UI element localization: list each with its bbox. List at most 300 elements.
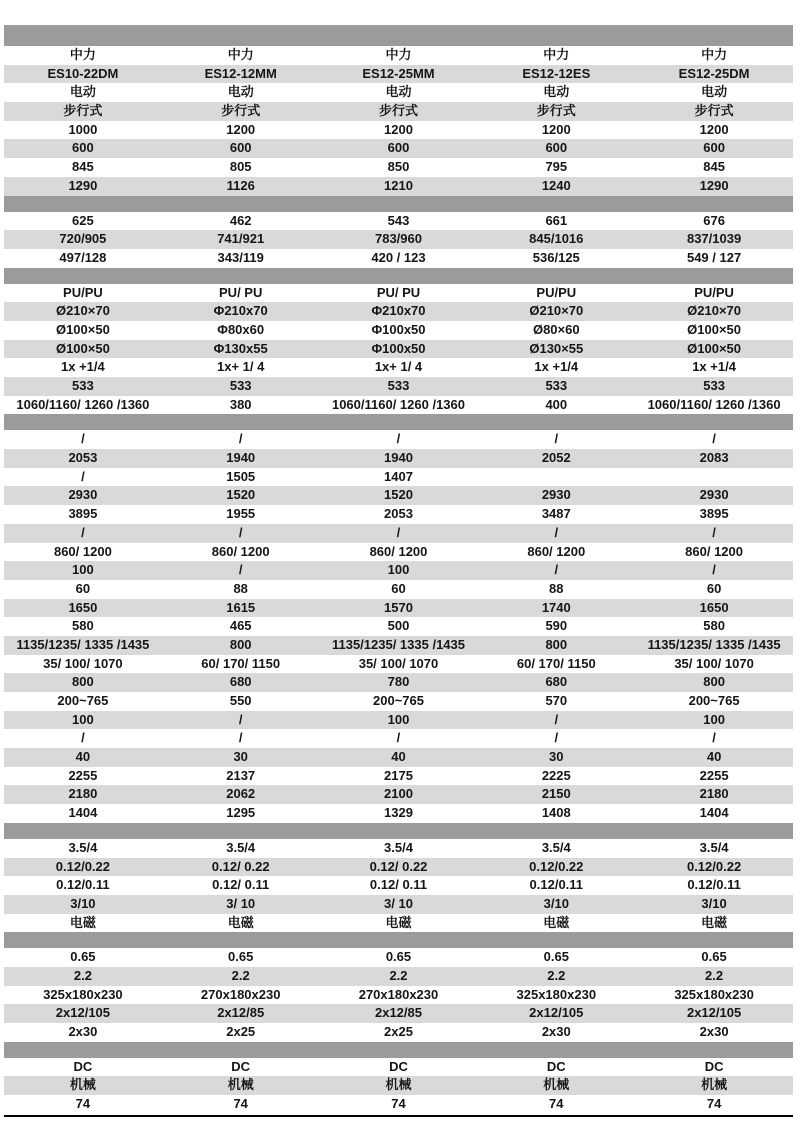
table-cell: 机械 [385, 1077, 412, 1093]
table-cell: 2x25 [226, 1024, 256, 1039]
table-cell: 1505 [226, 468, 256, 484]
table-cell: 1200 [384, 121, 413, 137]
table-cell: 600 [387, 140, 410, 156]
table-cell: 2x12/105 [686, 1005, 742, 1021]
table-row [4, 430, 793, 449]
table-cell: / [712, 730, 716, 746]
table-cell: 电磁 [543, 914, 570, 930]
table-cell: Φ100x50 [371, 340, 426, 356]
table-cell: 0.12/0.22 [686, 858, 742, 874]
table-cell: 845 [703, 159, 725, 175]
table-cell: 500 [387, 618, 410, 634]
table-cell: DC [704, 1058, 724, 1074]
table-cell: / [554, 524, 559, 540]
table-cell: ES12-12MM [204, 65, 277, 81]
table-cell: / [554, 431, 559, 447]
table-row [4, 139, 793, 158]
table-cell: 74 [233, 1096, 248, 1112]
table-cell: Φ130x55 [213, 340, 268, 356]
table-cell: 2.2 [73, 967, 92, 983]
table-cell: 2.2 [547, 967, 566, 983]
table-cell: 2930 [699, 487, 729, 503]
table-cell: / [238, 711, 243, 727]
table-cell: Φ100x50 [371, 321, 426, 337]
table-row [4, 321, 793, 340]
table-cell: 800 [72, 674, 94, 690]
table-cell: 800 [545, 636, 568, 652]
table-cell: 1290 [68, 177, 98, 193]
table-cell: 860/ 1200 [685, 543, 743, 559]
table-cell: 100 [703, 711, 725, 727]
table-cell: 1520 [226, 487, 256, 503]
table-cell: 2100 [384, 786, 413, 802]
table-cell: 35/ 100/ 1070 [674, 655, 754, 671]
table-cell: 270x180x230 [200, 986, 281, 1002]
table-cell: 1000 [68, 121, 98, 137]
table-row [4, 46, 793, 65]
table-cell: 860/ 1200 [211, 543, 270, 559]
table-cell: 电磁 [701, 914, 728, 930]
table-cell: 1240 [541, 177, 571, 193]
table-cell: 845/1016 [529, 231, 584, 247]
table-cell: 533 [72, 378, 94, 393]
table-cell: 60 [706, 580, 722, 596]
table-cell: Φ80x60 [217, 321, 265, 337]
table-cell: 533 [387, 378, 410, 393]
table-row [4, 543, 793, 562]
table-cell: 3.5/4 [541, 839, 571, 855]
table-cell: 35/ 100/ 1070 [43, 655, 123, 671]
table-cell: 1200 [699, 121, 729, 137]
table-cell: / [396, 431, 401, 447]
table-cell: 2175 [384, 767, 413, 783]
table-cell: 电动 [227, 84, 254, 100]
table-cell: 2x30 [541, 1024, 571, 1039]
table-cell: 2053 [384, 506, 413, 522]
table-cell: 1210 [384, 177, 413, 193]
table-cell: 0.12/ 0.11 [369, 877, 428, 893]
table-cell: 1520 [384, 487, 413, 503]
table-row [4, 396, 793, 415]
section-separator-bar [4, 823, 793, 839]
table-cell: 1060/1160/ 1260 /1360 [331, 396, 465, 412]
table-cell: 1404 [699, 805, 729, 821]
table-cell: 电动 [543, 84, 570, 100]
table-cell: 2x25 [384, 1024, 413, 1039]
table-cell: 465 [229, 618, 252, 634]
table-cell: 2930 [541, 487, 571, 503]
table-cell: 电磁 [227, 914, 254, 930]
table-cell: 1404 [68, 805, 98, 821]
table-cell: 2.2 [705, 967, 724, 983]
table-cell: 1135/1235/ 1335 /1435 [647, 636, 781, 652]
table-cell: Ø210×70 [55, 303, 110, 319]
table-cell: 40 [75, 749, 91, 765]
table-cell: / [396, 730, 401, 746]
table-cell: 420 / 123 [371, 249, 426, 265]
table-cell: 电动 [385, 84, 412, 100]
table-cell: / [554, 730, 559, 746]
table-cell: 2930 [68, 487, 98, 503]
table-cell: 3/ 10 [226, 895, 256, 911]
table-cell: 1135/1235/ 1335 /1435 [331, 636, 465, 652]
table-cell: 60/ 170/ 1150 [201, 655, 281, 671]
table-row [4, 284, 793, 303]
table-row [4, 358, 793, 377]
table-row [4, 177, 793, 196]
table-cell: 88 [549, 580, 564, 596]
table-cell: Φ210x70 [371, 303, 426, 319]
table-cell: 88 [233, 580, 248, 596]
table-cell: 1200 [541, 121, 571, 137]
table-row [4, 785, 793, 804]
table-cell: 625 [72, 212, 94, 228]
table-cell: 805 [229, 159, 252, 175]
table-cell: Ø100×50 [55, 340, 110, 356]
table-cell: PU/ PU [219, 284, 263, 300]
table-cell: 837/1039 [686, 231, 742, 247]
table-row [4, 711, 793, 730]
table-cell: DC [73, 1058, 93, 1074]
table-cell: 380 [229, 396, 252, 412]
table-cell: 40 [391, 749, 406, 765]
table-cell: 60 [391, 580, 406, 596]
table-cell: 590 [545, 618, 568, 634]
table-cell: 600 [545, 140, 568, 156]
table-row [4, 986, 793, 1005]
table-cell: 3.5/4 [699, 839, 729, 855]
table-row [4, 804, 793, 823]
table-cell: DC [546, 1058, 566, 1074]
table-cell: 1126 [226, 177, 255, 193]
table-cell: 2062 [226, 786, 256, 802]
table-row [4, 449, 793, 468]
section-separator-bar [4, 414, 793, 430]
table-cell: 580 [703, 618, 725, 634]
table-cell: Ø80×60 [532, 321, 580, 337]
table-cell: 3/ 10 [384, 895, 413, 911]
table-cell: 325x180x230 [516, 986, 597, 1002]
section-separator-bar [4, 196, 793, 212]
table-cell: 步行式 [63, 103, 103, 119]
table-cell: 2180 [68, 786, 98, 802]
table-cell: 中力 [69, 47, 96, 62]
table-cell: 1295 [226, 805, 256, 821]
table-cell: 步行式 [694, 103, 734, 119]
table-cell: 步行式 [536, 103, 576, 119]
table-cell: 1740 [541, 599, 571, 615]
table-row [4, 1058, 793, 1077]
table-cell: 0.65 [385, 949, 412, 965]
table-cell: 0.65 [543, 949, 569, 965]
table-row [4, 636, 793, 655]
table-cell: 2.2 [231, 967, 250, 983]
table-cell: 0.12/ 0.22 [211, 858, 270, 874]
table-cell: 343/119 [217, 249, 264, 265]
table-cell: 680 [229, 674, 252, 690]
table-cell: 机械 [543, 1077, 570, 1093]
table-row [4, 858, 793, 877]
table-cell: 0.12/0.22 [55, 858, 110, 874]
table-cell: 2.2 [389, 967, 408, 983]
table-cell: 0.65 [228, 949, 254, 965]
table-cell: / [238, 730, 243, 746]
table-cell: 1290 [699, 177, 729, 193]
table-row [4, 729, 793, 748]
table-cell: / [238, 562, 243, 578]
table-cell: 74 [75, 1096, 91, 1112]
table-cell: 720/905 [59, 231, 107, 247]
table-cell: 0.12/0.11 [529, 877, 584, 893]
table-cell: 783/960 [374, 231, 422, 247]
table-cell: 电动 [69, 84, 96, 100]
table-row [4, 1023, 793, 1042]
table-cell: 100 [72, 711, 94, 727]
table-row [4, 767, 793, 786]
table-row [4, 599, 793, 618]
table-cell: 1x+ 1/ 4 [217, 359, 265, 375]
table-row [4, 1076, 793, 1095]
table-cell: PU/PU [536, 284, 577, 300]
table-cell: 电磁 [385, 914, 412, 930]
table-cell: 3487 [541, 506, 571, 522]
table-cell: 40 [706, 749, 722, 765]
table-cell: 3.5/4 [384, 839, 413, 855]
table-cell: 0.12/0.11 [56, 877, 110, 893]
table-cell: 30 [233, 749, 248, 765]
section-separator-bar [4, 1042, 793, 1058]
section-separator-bar [4, 25, 793, 46]
table-row [4, 486, 793, 505]
table-cell: 600 [703, 140, 725, 156]
table-cell: 0.12/0.11 [687, 877, 741, 893]
table-cell: 0.65 [701, 949, 727, 965]
table-cell: / [554, 562, 559, 578]
table-cell: ES12-25DM [678, 65, 750, 81]
table-row [4, 914, 793, 933]
table-cell: Ø210×70 [529, 303, 584, 319]
table-cell: 1x +1/4 [61, 359, 105, 375]
table-cell: 1650 [68, 599, 98, 615]
spec-table [4, 25, 793, 1117]
table-cell: 845 [72, 159, 94, 175]
table-row [4, 212, 793, 231]
table-cell: 580 [72, 618, 94, 634]
table-cell: 2x12/105 [529, 1005, 584, 1021]
table-cell: 543 [387, 212, 410, 228]
table-cell: 2x12/105 [55, 1005, 111, 1021]
table-cell: 机械 [227, 1077, 254, 1093]
table-cell: 100 [72, 562, 94, 578]
table-cell: 1615 [226, 599, 256, 615]
table-cell: ES10-22DM [47, 65, 119, 81]
table-cell: PU/PU [694, 284, 734, 300]
table-row [4, 1004, 793, 1023]
table-cell: / [81, 431, 85, 447]
table-cell: Ø210×70 [687, 303, 742, 319]
table-cell: 74 [549, 1096, 564, 1112]
table-cell: ES12-25MM [362, 65, 435, 81]
table-cell: 3/10 [543, 895, 569, 911]
table-cell: 电磁 [69, 914, 96, 930]
table-row [4, 673, 793, 692]
table-cell: 600 [72, 140, 94, 156]
table-row [4, 65, 793, 84]
table-row [4, 377, 793, 396]
table-row [4, 468, 793, 487]
table-cell: 661 [545, 212, 568, 228]
table-cell: 1955 [226, 506, 256, 522]
table-cell: 0.65 [70, 949, 96, 965]
table-cell: 电动 [701, 84, 728, 100]
table-cell: 1329 [384, 805, 413, 821]
table-cell: 2150 [541, 786, 571, 802]
table-cell: 2255 [699, 767, 729, 783]
table-cell: 1940 [384, 450, 413, 466]
table-row [4, 561, 793, 580]
table-row [4, 524, 793, 543]
table-cell: 74 [391, 1096, 406, 1112]
table-cell: 800 [229, 636, 252, 652]
table-cell: 1940 [226, 450, 256, 466]
table-cell: 536/125 [532, 249, 580, 265]
table-cell: 200~765 [688, 693, 740, 708]
table-row [4, 839, 793, 858]
table-cell: 1200 [226, 121, 256, 137]
table-cell: / [238, 431, 243, 447]
table-cell: 2x30 [699, 1024, 729, 1039]
table-cell: 2x30 [68, 1024, 98, 1039]
table-cell: 200~765 [373, 693, 424, 708]
table-cell: 2052 [541, 450, 571, 466]
table-cell: 2137 [226, 767, 256, 783]
table-cell: 3895 [699, 506, 729, 522]
table-cell: 60/ 170/ 1150 [516, 655, 596, 671]
section-separator-bar [4, 932, 793, 948]
table-row [4, 230, 793, 249]
table-row [4, 102, 793, 121]
table-cell: 533 [229, 378, 252, 393]
table-cell: 步行式 [221, 103, 261, 119]
table-cell: 机械 [701, 1077, 728, 1093]
table-cell: 1570 [384, 599, 413, 615]
table-cell: 270x180x230 [358, 986, 439, 1002]
table-cell: 74 [706, 1096, 722, 1112]
table-cell: ES12-12ES [522, 65, 591, 81]
table-cell: / [396, 524, 401, 540]
table-cell: 1060/1160/ 1260 /1360 [16, 396, 150, 412]
table-cell: 462 [229, 212, 252, 228]
table-cell: 860/ 1200 [369, 543, 428, 559]
table-row [4, 748, 793, 767]
table-row [4, 1095, 793, 1114]
table-cell: 795 [545, 159, 568, 175]
table-row [4, 158, 793, 177]
table-cell: 2083 [699, 450, 729, 466]
table-cell: 1650 [699, 599, 729, 615]
table-cell: 100 [387, 562, 410, 578]
table-cell: 325x180x230 [43, 986, 123, 1002]
table-cell: 2053 [68, 450, 98, 466]
table-row [4, 340, 793, 359]
table-row [4, 655, 793, 674]
table-cell: 2180 [699, 786, 729, 802]
table-cell: PU/PU [63, 284, 103, 300]
table-cell: 1x +1/4 [534, 359, 579, 375]
table-cell: 2x12/85 [217, 1005, 265, 1021]
table-cell: 步行式 [378, 103, 418, 119]
table-row [4, 895, 793, 914]
table-cell: 1x+ 1/ 4 [374, 359, 423, 375]
table-cell: 860/ 1200 [53, 543, 112, 559]
table-cell: 600 [229, 140, 252, 156]
table-cell: 1408 [541, 805, 571, 821]
table-cell: 3895 [68, 506, 98, 522]
table-cell: 1060/1160/ 1260 /1360 [647, 396, 781, 412]
table-cell: 780 [387, 674, 410, 690]
table-cell: 中力 [701, 47, 728, 62]
section-separator-bar [4, 268, 793, 284]
table-cell: 0.12/0.22 [529, 858, 584, 874]
table-cell: 30 [549, 749, 564, 765]
table-row [4, 617, 793, 636]
table-cell: 2255 [68, 767, 98, 783]
table-cell: 35/ 100/ 1070 [358, 655, 439, 671]
table-cell: 3/10 [70, 895, 96, 911]
table-cell: 549 / 127 [686, 249, 742, 265]
table-cell: 0.12/ 0.22 [369, 858, 428, 874]
table-row [4, 967, 793, 986]
table-cell: Ø100×50 [687, 340, 742, 356]
table-cell: 570 [545, 693, 568, 708]
table-row [4, 121, 793, 140]
table-row [4, 948, 793, 967]
table-cell: Ø130×55 [529, 340, 584, 356]
table-row [4, 876, 793, 895]
table-row [4, 83, 793, 102]
table-cell: 60 [75, 580, 91, 596]
table-cell: / [712, 431, 716, 447]
table-cell: 676 [703, 212, 725, 228]
bottom-rule [4, 1115, 793, 1117]
table-cell: 680 [545, 674, 568, 690]
table-row [4, 580, 793, 599]
table-cell: 325x180x230 [674, 986, 754, 1002]
table-cell: 3/10 [701, 895, 727, 911]
table-row [4, 249, 793, 268]
table-cell: 1x +1/4 [692, 359, 736, 375]
table-cell: DC [389, 1058, 408, 1074]
table-cell: / [81, 730, 85, 746]
table-cell: 550 [229, 693, 252, 708]
table-cell: 200~765 [57, 693, 109, 708]
table-cell: Φ210x70 [213, 303, 268, 319]
table-cell: 0.12/ 0.11 [212, 877, 270, 893]
table-row [4, 505, 793, 524]
table-cell: Ø100×50 [687, 321, 742, 337]
table-cell: / [712, 524, 716, 540]
table-row [4, 302, 793, 321]
table-cell: 2x12/85 [374, 1005, 422, 1021]
table-cell: 机械 [69, 1077, 96, 1093]
table-cell: 2225 [541, 767, 571, 783]
table-cell: 中力 [227, 47, 254, 62]
table-cell: / [712, 562, 716, 578]
table-cell: 3.5/4 [68, 839, 98, 855]
table-cell: 3.5/4 [226, 839, 256, 855]
table-cell: 741/921 [217, 231, 265, 247]
table-cell: 中力 [543, 47, 570, 62]
